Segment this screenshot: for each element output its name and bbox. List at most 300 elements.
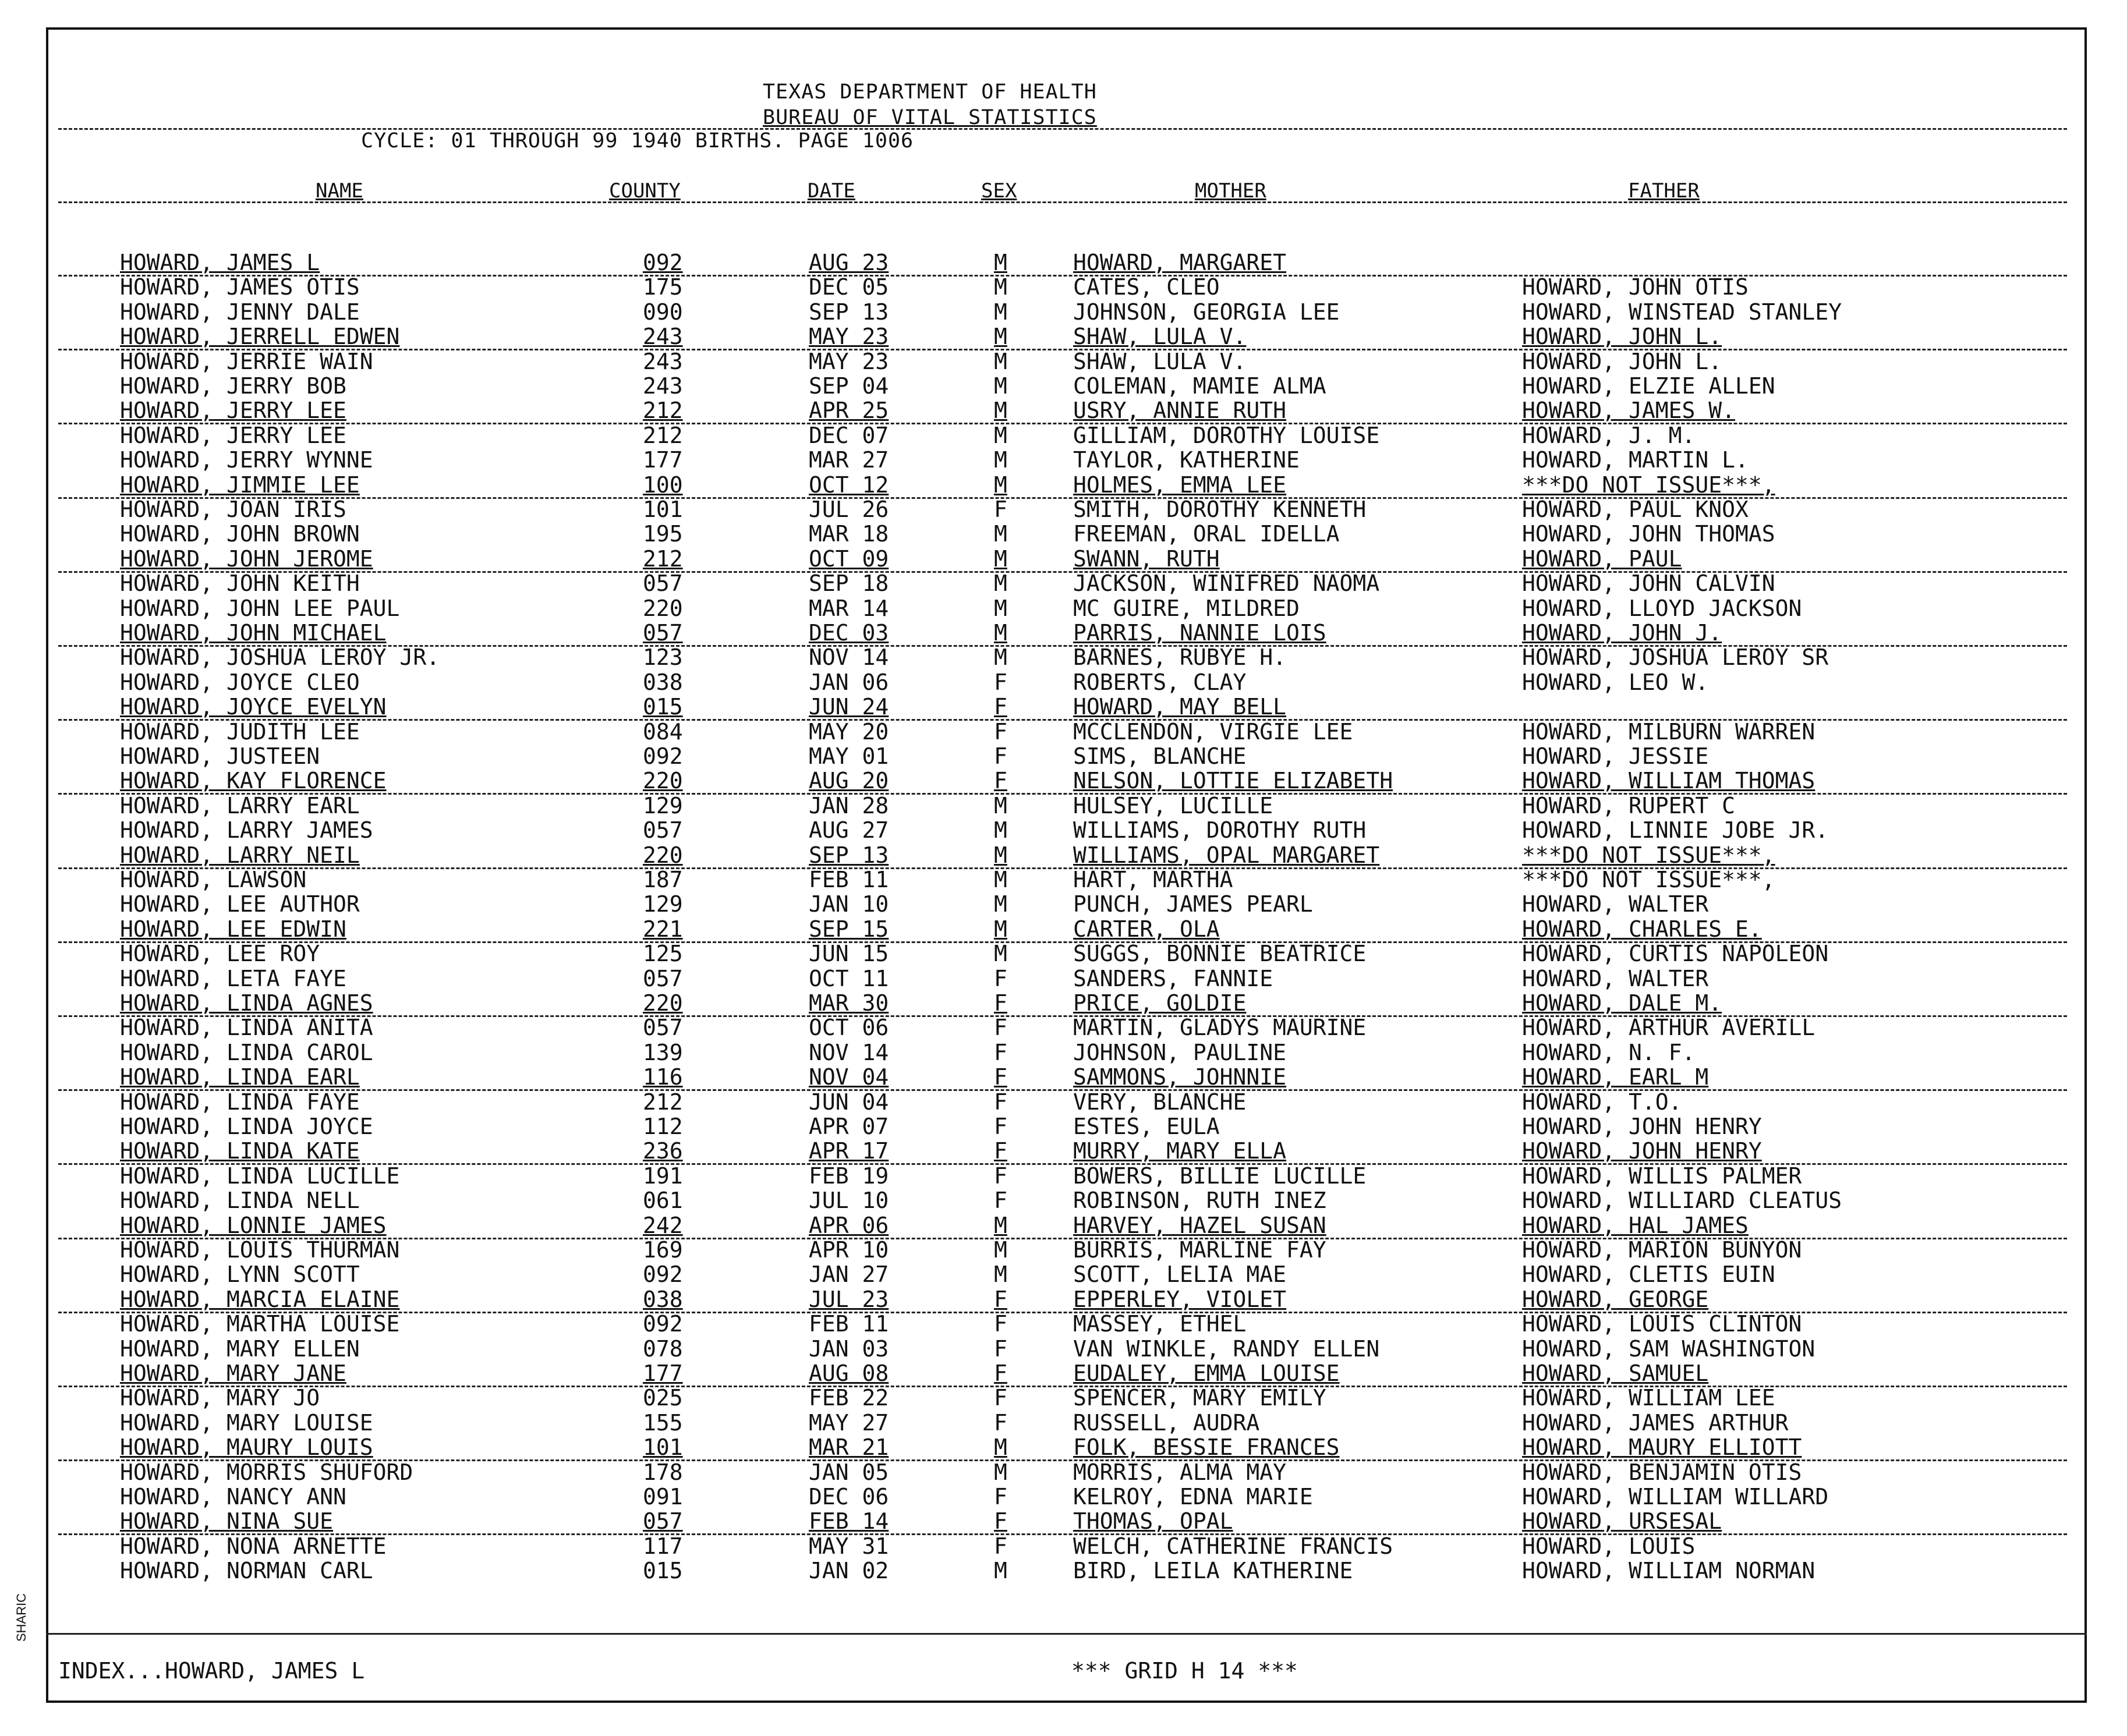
cell-name: HOWARD, JERRY BOB (120, 373, 346, 399)
cell-sex: M (994, 521, 1007, 547)
cell-mother: GILLIAM, DOROTHY LOUISE (1073, 422, 1380, 448)
cell-name: HOWARD, JOHN KEITH (120, 571, 360, 597)
row-divider (58, 1386, 2067, 1387)
cell-father: HOWARD, WALTER (1522, 891, 1709, 917)
cell-name: HOWARD, LEE EDWIN (120, 916, 346, 942)
table-row (0, 1114, 2096, 1139)
cell-name: HOWARD, LARRY EARL (120, 792, 360, 819)
cell-county: 129 (643, 792, 683, 819)
cell-date: SEP 18 (809, 571, 889, 597)
cell-father: HOWARD, JOHN OTIS (1522, 274, 1749, 300)
table-row (0, 1534, 2096, 1558)
cell-father: HOWARD, WILLIAM LEE (1522, 1385, 1775, 1411)
cell-county: 092 (643, 250, 683, 275)
cell-county: 212 (643, 422, 683, 448)
cell-county: 091 (643, 1484, 683, 1510)
cell-sex: M (994, 620, 1007, 646)
cell-sex: F (994, 669, 1007, 695)
cell-father: HOWARD, JOHN J. (1522, 620, 1722, 646)
table-row (0, 1139, 2096, 1163)
cell-sex: M (994, 916, 1007, 942)
cell-date: JAN 06 (809, 669, 889, 695)
columns-divider (58, 201, 2067, 203)
table-row (0, 1460, 2096, 1485)
cell-name: HOWARD, LEE AUTHOR (120, 891, 360, 917)
cell-sex: M (994, 595, 1007, 621)
cell-mother: WILLIAMS, OPAL MARGARET (1073, 842, 1380, 868)
cell-date: DEC 03 (809, 620, 889, 646)
row-divider (58, 793, 2067, 795)
cell-sex: M (994, 1558, 1007, 1584)
cell-sex: M (994, 422, 1007, 448)
table-row (0, 324, 2096, 349)
cell-sex: F (994, 1385, 1007, 1411)
table-row (0, 374, 2096, 398)
cell-sex: F (994, 1188, 1007, 1214)
index-label: INDEX...HOWARD, JAMES L (58, 1658, 365, 1684)
table-row (0, 250, 2096, 275)
table-row (0, 1312, 2096, 1336)
cell-name: HOWARD, NONA ARNETTE (120, 1533, 387, 1559)
cell-date: JAN 10 (809, 891, 889, 917)
cell-sex: M (994, 398, 1007, 424)
cell-sex: M (994, 348, 1007, 374)
cell-mother: WELCH, CATHERINE FRANCIS (1073, 1533, 1393, 1559)
cell-name: HOWARD, LOUIS THURMAN (120, 1237, 400, 1263)
cell-father: HOWARD, JOHN L. (1522, 324, 1722, 350)
table-row (0, 695, 2096, 719)
cell-name: HOWARD, JAMES OTIS (120, 274, 360, 300)
cell-date: APR 06 (809, 1212, 889, 1238)
cell-father: HOWARD, WILLIAM NORMAN (1522, 1558, 1815, 1584)
cell-name: HOWARD, LAWSON (120, 867, 307, 892)
cell-county: 123 (643, 644, 683, 671)
cell-mother: MORRIS, ALMA MAY (1073, 1459, 1287, 1485)
cell-father: HOWARD, WILLIS PALMER (1522, 1163, 1802, 1189)
cell-name: HOWARD, NORMAN CARL (120, 1558, 373, 1584)
table-row (0, 793, 2096, 818)
cell-date: JAN 28 (809, 792, 889, 819)
cell-father: HOWARD, SAMUEL (1522, 1361, 1709, 1386)
cell-name: HOWARD, MARY JO (120, 1385, 320, 1411)
cell-county: 061 (643, 1188, 683, 1214)
cell-father: HOWARD, WALTER (1522, 965, 1709, 991)
cell-father: HOWARD, CURTIS NAPOLEON (1522, 941, 1829, 967)
col-sex-header: SEX (981, 179, 1017, 203)
cell-mother: MCCLENDON, VIRGIE LEE (1073, 718, 1353, 745)
cell-date: DEC 06 (809, 1484, 889, 1510)
cell-name: HOWARD, MARCIA ELAINE (120, 1286, 400, 1312)
cell-date: MAY 23 (809, 324, 889, 350)
cell-sex: F (994, 1286, 1007, 1312)
cell-county: 090 (643, 299, 683, 325)
cell-father: HOWARD, JAMES W. (1522, 398, 1736, 424)
cell-mother: THOMAS, OPAL (1073, 1508, 1233, 1535)
cell-date: FEB 19 (809, 1163, 889, 1189)
table-row (0, 1090, 2096, 1114)
cell-sex: F (994, 1409, 1007, 1436)
cell-date: MAY 23 (809, 348, 889, 374)
table-row (0, 1015, 2096, 1040)
cell-father: HOWARD, LLOYD JACKSON (1522, 595, 1802, 621)
cell-name: HOWARD, LINDA FAYE (120, 1089, 360, 1115)
cell-county: 175 (643, 274, 683, 300)
cell-mother: FOLK, BESSIE FRANCES (1073, 1434, 1340, 1461)
cell-name: HOWARD, MARTHA LOUISE (120, 1311, 400, 1337)
cell-name: HOWARD, LINDA EARL (120, 1064, 360, 1090)
row-divider (58, 1089, 2067, 1091)
cell-name: HOWARD, JOHN MICHAEL (120, 620, 387, 646)
cell-county: 038 (643, 1286, 683, 1312)
cell-county: 212 (643, 545, 683, 572)
row-divider (58, 719, 2067, 721)
cell-mother: HULSEY, LUCILLE (1073, 792, 1273, 819)
cell-mother: CATES, CLEO (1073, 274, 1220, 300)
cell-name: HOWARD, MARY LOUISE (120, 1409, 373, 1436)
table-row (0, 1435, 2096, 1459)
cell-county: 212 (643, 1089, 683, 1115)
cell-county: 084 (643, 718, 683, 745)
cell-county: 220 (643, 842, 683, 868)
cell-county: 092 (643, 1311, 683, 1337)
cell-sex: F (994, 1311, 1007, 1337)
cell-county: 101 (643, 497, 683, 522)
cell-county: 242 (643, 1212, 683, 1238)
cell-name: HOWARD, JUDITH LEE (120, 718, 360, 745)
cell-mother: MASSEY, ETHEL (1073, 1311, 1247, 1337)
cell-name: HOWARD, MAURY LOUIS (120, 1434, 373, 1461)
cell-father: HOWARD, PAUL KNOX (1522, 497, 1749, 522)
cell-father: ***DO NOT ISSUE***, (1522, 867, 1775, 892)
cell-mother: HOWARD, MARGARET (1073, 250, 1287, 275)
table-row (0, 621, 2096, 645)
cell-mother: SHAW, LULA V. (1073, 324, 1247, 350)
cell-father: ***DO NOT ISSUE***, (1522, 472, 1775, 498)
cell-mother: SIMS, BLANCHE (1073, 743, 1247, 769)
cell-father: HOWARD, ELZIE ALLEN (1522, 373, 1775, 399)
cell-name: HOWARD, JERRIE WAIN (120, 348, 373, 374)
cell-mother: MARTIN, GLADYS MAURINE (1073, 1015, 1367, 1041)
cell-sex: M (994, 571, 1007, 597)
table-row (0, 1040, 2096, 1065)
table-row (0, 1164, 2096, 1188)
cell-county: 212 (643, 398, 683, 424)
cell-date: AUG 27 (809, 817, 889, 844)
table-row (0, 1386, 2096, 1410)
header-divider (58, 128, 2067, 130)
cell-mother: SANDERS, FANNIE (1073, 965, 1273, 991)
cell-sex: M (994, 1237, 1007, 1263)
cell-date: SEP 13 (809, 299, 889, 325)
cell-date: OCT 06 (809, 1015, 889, 1041)
cell-mother: NELSON, LOTTIE ELIZABETH (1073, 768, 1393, 794)
cell-mother: BIRD, LEILA KATHERINE (1073, 1558, 1353, 1584)
cell-sex: M (994, 299, 1007, 325)
row-divider (58, 1238, 2067, 1239)
cell-mother: MC GUIRE, MILDRED (1073, 595, 1300, 621)
table-row (0, 1361, 2096, 1386)
cell-date: JAN 03 (809, 1335, 889, 1362)
cell-date: OCT 11 (809, 965, 889, 991)
cell-name: HOWARD, JOHN JEROME (120, 545, 373, 572)
cell-father: HOWARD, MARTIN L. (1522, 447, 1749, 473)
cell-name: HOWARD, JOHN BROWN (120, 521, 360, 547)
cell-date: JUN 24 (809, 694, 889, 720)
cell-name: HOWARD, LINDA AGNES (120, 990, 373, 1016)
cell-date: SEP 13 (809, 842, 889, 868)
table-row (0, 1065, 2096, 1089)
col-county-header: COUNTY (609, 179, 681, 203)
cell-mother: ROBERTS, CLAY (1073, 669, 1247, 695)
table-row (0, 991, 2096, 1015)
cell-mother: FREEMAN, ORAL IDELLA (1073, 521, 1340, 547)
table-row (0, 275, 2096, 299)
cell-county: 100 (643, 472, 683, 498)
cell-sex: F (994, 1163, 1007, 1189)
cell-mother: EPPERLEY, VIOLET (1073, 1286, 1287, 1312)
row-divider (58, 645, 2067, 647)
cell-sex: M (994, 274, 1007, 300)
cell-sex: F (994, 1484, 1007, 1510)
cell-date: FEB 14 (809, 1508, 889, 1535)
cell-date: OCT 12 (809, 472, 889, 498)
cell-county: 177 (643, 1361, 683, 1386)
table-row (0, 892, 2096, 916)
table-row (0, 473, 2096, 497)
table-row (0, 497, 2096, 522)
cell-sex: M (994, 891, 1007, 917)
table-row (0, 1287, 2096, 1312)
cell-sex: F (994, 1089, 1007, 1115)
cell-sex: M (994, 867, 1007, 892)
cell-mother: JACKSON, WINIFRED NAOMA (1073, 571, 1380, 597)
table-row (0, 1558, 2096, 1583)
table-row (0, 768, 2096, 793)
cell-date: APR 17 (809, 1138, 889, 1164)
cell-county: 025 (643, 1385, 683, 1411)
cell-date: FEB 22 (809, 1385, 889, 1411)
cell-date: JAN 02 (809, 1558, 889, 1584)
cell-county: 169 (643, 1237, 683, 1263)
cell-name: HOWARD, NANCY ANN (120, 1484, 346, 1510)
row-divider (58, 571, 2067, 573)
cell-county: 195 (643, 521, 683, 547)
cell-county: 139 (643, 1039, 683, 1065)
cell-name: HOWARD, JOAN IRIS (120, 497, 346, 522)
cell-father: HOWARD, MARION BUNYON (1522, 1237, 1802, 1263)
table-row (0, 1188, 2096, 1213)
cell-mother: BARNES, RUBYE H. (1073, 644, 1287, 671)
cell-mother: COLEMAN, MAMIE ALMA (1073, 373, 1326, 399)
cell-name: HOWARD, JOYCE EVELYN (120, 694, 387, 720)
cell-county: 129 (643, 891, 683, 917)
col-name-header: NAME (316, 179, 363, 203)
cell-sex: M (994, 472, 1007, 498)
cell-sex: F (994, 1064, 1007, 1090)
cell-date: APR 10 (809, 1237, 889, 1263)
row-divider (58, 497, 2067, 499)
cell-name: HOWARD, LARRY JAMES (120, 817, 373, 844)
cell-mother: CARTER, OLA (1073, 916, 1220, 942)
cycle-line: CYCLE: 01 THROUGH 99 1940 BIRTHS. PAGE 1006 (361, 129, 914, 153)
cell-sex: F (994, 1335, 1007, 1362)
cell-county: 220 (643, 595, 683, 621)
cell-county: 057 (643, 571, 683, 597)
cell-county: 221 (643, 916, 683, 942)
cell-county: 057 (643, 1508, 683, 1535)
cell-sex: F (994, 1138, 1007, 1164)
cell-mother: EUDALEY, EMMA LOUISE (1073, 1361, 1340, 1386)
cell-mother: ROBINSON, RUTH INEZ (1073, 1188, 1326, 1214)
cell-father: HOWARD, WILLIARD CLEATUS (1522, 1188, 1842, 1214)
cell-mother: TAYLOR, KATHERINE (1073, 447, 1300, 473)
cell-county: 057 (643, 965, 683, 991)
cell-name: HOWARD, LYNN SCOTT (120, 1262, 360, 1288)
cell-sex: M (994, 324, 1007, 350)
cell-mother: PARRIS, NANNIE LOIS (1073, 620, 1326, 646)
table-row (0, 818, 2096, 842)
cell-father: HOWARD, BENJAMIN OTIS (1522, 1459, 1802, 1485)
table-row (0, 744, 2096, 768)
cell-date: MAR 18 (809, 521, 889, 547)
cell-county: 220 (643, 768, 683, 794)
cell-date: FEB 11 (809, 867, 889, 892)
table-row (0, 1485, 2096, 1509)
row-divider (58, 1015, 2067, 1017)
table-row (0, 1337, 2096, 1361)
cell-father: HOWARD, WINSTEAD STANLEY (1522, 299, 1842, 325)
col-mother-header: MOTHER (1195, 179, 1266, 203)
cell-name: HOWARD, JIMMIE LEE (120, 472, 360, 498)
cell-county: 038 (643, 669, 683, 695)
cell-date: MAR 30 (809, 990, 889, 1016)
cell-father: HOWARD, ARTHUR AVERILL (1522, 1015, 1815, 1041)
table-row (0, 349, 2096, 374)
cell-father: HOWARD, JOHN HENRY (1522, 1138, 1762, 1164)
cell-mother: SPENCER, MARY EMILY (1073, 1385, 1326, 1411)
cell-father: HOWARD, JOHN THOMAS (1522, 521, 1775, 547)
cell-father: HOWARD, JESSIE (1522, 743, 1709, 769)
cell-sex: F (994, 694, 1007, 720)
cell-sex: M (994, 792, 1007, 819)
cell-father: ***DO NOT ISSUE***, (1522, 842, 1775, 868)
cell-name: HOWARD, LONNIE JAMES (120, 1212, 387, 1238)
cell-name: HOWARD, JOYCE CLEO (120, 669, 360, 695)
cell-county: 243 (643, 373, 683, 399)
cell-mother: SHAW, LULA V. (1073, 348, 1247, 374)
cell-mother: USRY, ANNIE RUTH (1073, 398, 1287, 424)
cell-mother: KELROY, EDNA MARIE (1073, 1484, 1313, 1510)
cell-name: HOWARD, LINDA NELL (120, 1188, 360, 1214)
row-divider (58, 867, 2067, 869)
cell-county: 236 (643, 1138, 683, 1164)
table-row (0, 522, 2096, 546)
cell-father: HOWARD, SAM WASHINGTON (1522, 1335, 1815, 1362)
table-row (0, 398, 2096, 423)
cell-sex: M (994, 1434, 1007, 1461)
cell-mother: ESTES, EULA (1073, 1114, 1220, 1139)
cell-sex: F (994, 743, 1007, 769)
cell-date: JUN 04 (809, 1089, 889, 1115)
col-father-header: FATHER (1628, 179, 1700, 203)
row-divider (58, 349, 2067, 350)
row-divider (58, 1459, 2067, 1461)
table-row (0, 547, 2096, 571)
cell-father: HOWARD, J. M. (1522, 422, 1696, 448)
cell-name: HOWARD, JOHN LEE PAUL (120, 595, 400, 621)
cell-date: JAN 27 (809, 1262, 889, 1288)
cell-mother: SUGGS, BONNIE BEATRICE (1073, 941, 1367, 967)
cell-sex: F (994, 718, 1007, 745)
cell-date: NOV 04 (809, 1064, 889, 1090)
cell-county: 125 (643, 941, 683, 967)
cell-name: HOWARD, LINDA KATE (120, 1138, 360, 1164)
cell-father: HOWARD, JOHN L. (1522, 348, 1722, 374)
cell-date: JUN 15 (809, 941, 889, 967)
cell-county: 178 (643, 1459, 683, 1485)
cell-sex: M (994, 817, 1007, 844)
cell-sex: M (994, 941, 1007, 967)
cell-father: HOWARD, URSESAL (1522, 1508, 1722, 1535)
cell-sex: M (994, 1212, 1007, 1238)
table-row (0, 917, 2096, 941)
table-row (0, 843, 2096, 867)
cell-date: MAY 01 (809, 743, 889, 769)
cell-name: HOWARD, JERRY LEE (120, 398, 346, 424)
cell-sex: M (994, 644, 1007, 671)
cell-father: HOWARD, JOHN CALVIN (1522, 571, 1775, 597)
cell-name: HOWARD, JAMES L (120, 250, 320, 275)
cell-name: HOWARD, MORRIS SHUFORD (120, 1459, 413, 1485)
cell-county: 117 (643, 1533, 683, 1559)
cell-mother: SCOTT, LELIA MAE (1073, 1262, 1287, 1288)
row-divider (58, 1163, 2067, 1165)
cell-mother: SWANN, RUTH (1073, 545, 1220, 572)
cell-date: JUL 23 (809, 1286, 889, 1312)
cell-county: 187 (643, 867, 683, 892)
footer-rule (46, 1633, 2087, 1635)
cell-mother: BURRIS, MARLINE FAY (1073, 1237, 1326, 1263)
cell-mother: PUNCH, JAMES PEARL (1073, 891, 1313, 917)
cell-sex: M (994, 842, 1007, 868)
cell-name: HOWARD, LINDA CAROL (120, 1039, 373, 1065)
cell-sex: F (994, 990, 1007, 1016)
cell-county: 015 (643, 1558, 683, 1584)
cell-date: AUG 20 (809, 768, 889, 794)
grid-label: *** GRID H 14 *** (1071, 1658, 1298, 1684)
cell-name: HOWARD, JERRELL EDWEN (120, 324, 400, 350)
cell-name: HOWARD, NINA SUE (120, 1508, 334, 1535)
table-row (0, 1213, 2096, 1238)
cell-name: HOWARD, LARRY NEIL (120, 842, 360, 868)
cell-father: HOWARD, LEO W. (1522, 669, 1709, 695)
table-row (0, 423, 2096, 448)
cell-mother: SMITH, DOROTHY KENNETH (1073, 497, 1367, 522)
cell-county: 243 (643, 348, 683, 374)
cell-county: 177 (643, 447, 683, 473)
cell-name: HOWARD, JENNY DALE (120, 299, 360, 325)
cell-date: AUG 23 (809, 250, 889, 275)
row-divider (58, 1312, 2067, 1313)
cell-mother: SAMMONS, JOHNNIE (1073, 1064, 1287, 1090)
cell-name: HOWARD, LINDA LUCILLE (120, 1163, 400, 1189)
cell-county: 015 (643, 694, 683, 720)
table-row (0, 941, 2096, 966)
cell-county: 155 (643, 1409, 683, 1436)
table-row (0, 448, 2096, 472)
cell-date: APR 07 (809, 1114, 889, 1139)
cell-sex: F (994, 1015, 1007, 1041)
